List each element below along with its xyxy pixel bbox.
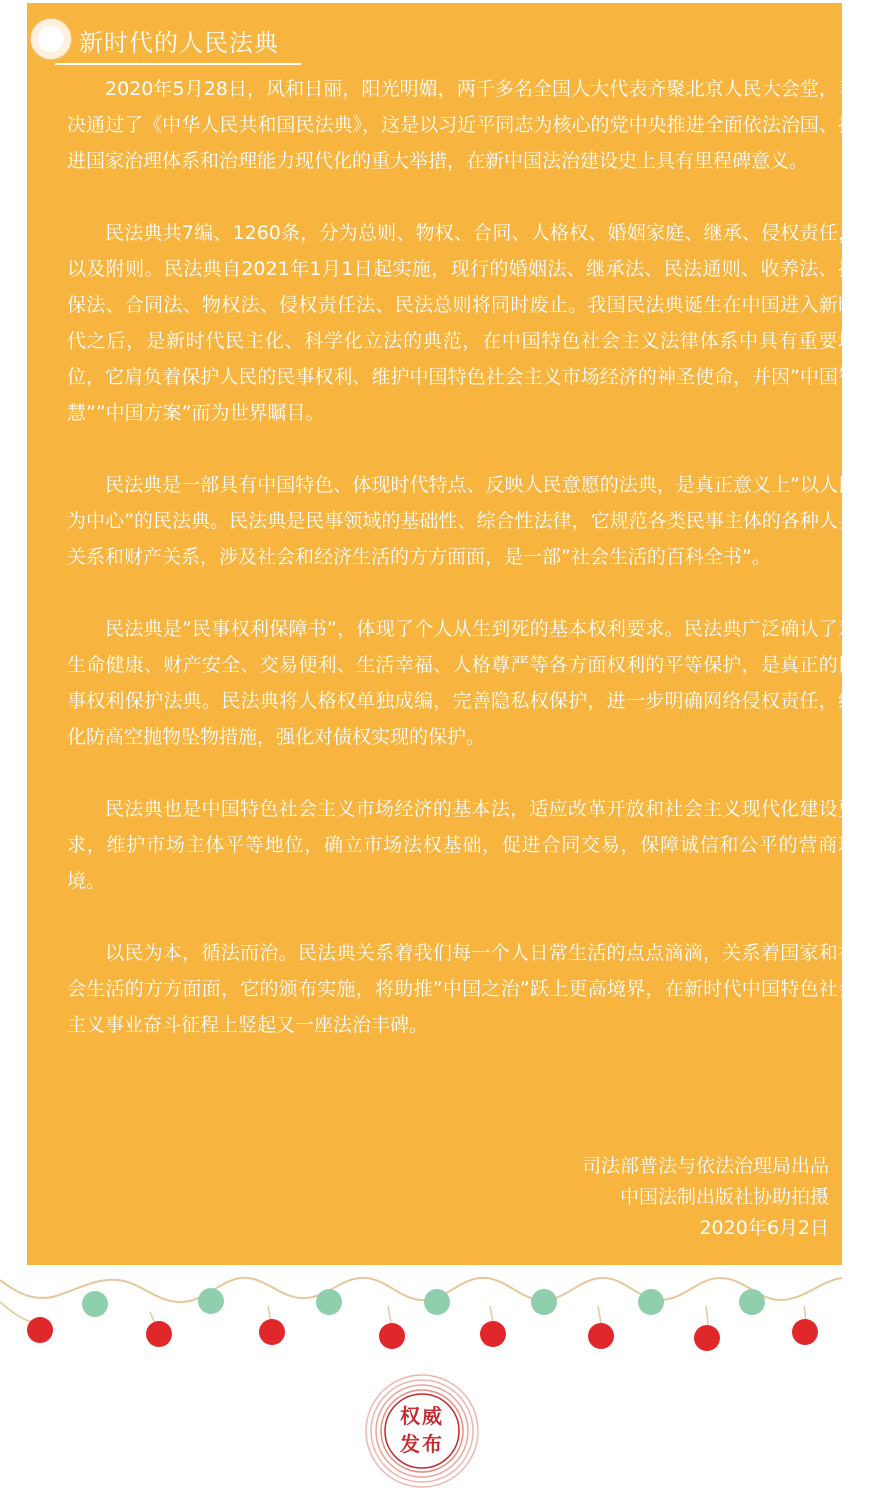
bauble-red-icon <box>146 1321 172 1347</box>
credit-producer: 司法部普法与依法治理局出品 <box>581 1155 829 1177</box>
bauble-red-icon <box>694 1325 720 1351</box>
bauble-red-icon <box>259 1319 285 1345</box>
paragraph-3: 民法典是一部具有中国特色、体现时代特点、反映人民意愿的法典，是真正意义上”以人民为中心”的民法典。民法典是民事领域的基础性、综合性法律，它规范各类民事主体的各种人身关系和财产关系，涉及社会和经济生活的方方面面，是一部”社会生活的百科全书”。 <box>67 474 857 568</box>
paragraph-5: 民法典也是中国特色社会主义市场经济的基本法，适应改革开放和社会主义现代化建设要求，维护市场主体平等地位，确立市场法权基础，促进合同交易，保障诚信和公平的营商环境。 <box>67 798 857 892</box>
paragraph-6: 以民为本，循法而治。民法典关系着我们每一个人日常生活的点点滴滴，关系着国家和社会生活的方方面面，它的颁布实施，将助推”中国之治”跃上更高境界，在新时代中国特色社会主义事业奋斗征程上竖起又一座法治丰碑。 <box>67 942 857 1036</box>
credits <box>582 1151 829 1244</box>
bauble-red-icon <box>379 1323 405 1349</box>
circle-badge-icon <box>31 19 71 59</box>
stamp-label <box>363 1402 481 1458</box>
bauble-green-icon <box>531 1289 557 1315</box>
credit-date: 2020年6月2日 <box>699 1217 829 1239</box>
bauble-green-icon <box>739 1289 765 1315</box>
bauble-green-icon <box>198 1288 224 1314</box>
section-title: 新时代的人民法典 <box>79 29 279 57</box>
title-underline <box>55 63 301 65</box>
bauble-red-icon <box>792 1319 818 1345</box>
bauble-green-icon <box>424 1289 450 1315</box>
bauble-red-icon <box>588 1323 614 1349</box>
bauble-green-icon <box>82 1291 108 1317</box>
authority-release-stamp <box>363 1372 481 1490</box>
stamp-line-2: 发布 <box>400 1432 444 1456</box>
paragraph-2: 民法典共7编、1260条，分为总则、物权、合同、人格权、婚姻家庭、继承、侵权责任，以及附则。民法典自2021年1月1日起实施，现行的婚姻法、继承法、民法通则、收养法、担保法、合同法、物权法、侵权责任法、民法总则将同时废止。我国民法典诞生在中国进入新时代之后，是新时代民主化、科学化立法的典范，在中国特色社会主义法律体系中具有重要地位，它肩负着保护人民的民事权利、维护中国特色社会主义市场经济的神圣使命，并因”中国智慧””中国方案”而为世界瞩目。 <box>67 222 857 424</box>
credit-filming: 中国法制出版社协助拍摄 <box>619 1186 829 1208</box>
bauble-red-group <box>27 1317 818 1351</box>
stamp-line-1: 权威 <box>400 1404 444 1428</box>
bauble-red-icon <box>480 1321 506 1347</box>
bauble-red-icon <box>27 1317 53 1343</box>
light-string-wire <box>0 1278 842 1302</box>
paragraph-4: 民法典是”民事权利保障书”，体现了个人从生到死的基本权利要求。民法典广泛确认了对生命健康、财产安全、交易便利、生活幸福、人格尊严等各方面权利的平等保护，是真正的民事权利保护法典。民法典将人格权单独成编，完善隐私权保护，进一步明确网络侵权责任，细化防高空抛物坠物措施，强化对债权实现的保护。 <box>67 618 857 748</box>
paragraph-1: 2020年5月28日，风和日丽，阳光明媚，两千多名全国人大代表齐聚北京人民大会堂，表决通过了《中华人民共和国民法典》，这是以习近平同志为核心的党中央推进全面依法治国、推进国家治理体系和治理能力现代化的重大举措，在新中国法治建设史上具有里程碑意义。 <box>67 78 857 172</box>
bauble-green-icon <box>638 1289 664 1315</box>
section-header <box>31 17 361 63</box>
article-card <box>27 3 857 1265</box>
bauble-green-icon <box>316 1289 342 1315</box>
article-body <box>67 71 857 1079</box>
string-lights-decoration <box>0 1272 869 1367</box>
